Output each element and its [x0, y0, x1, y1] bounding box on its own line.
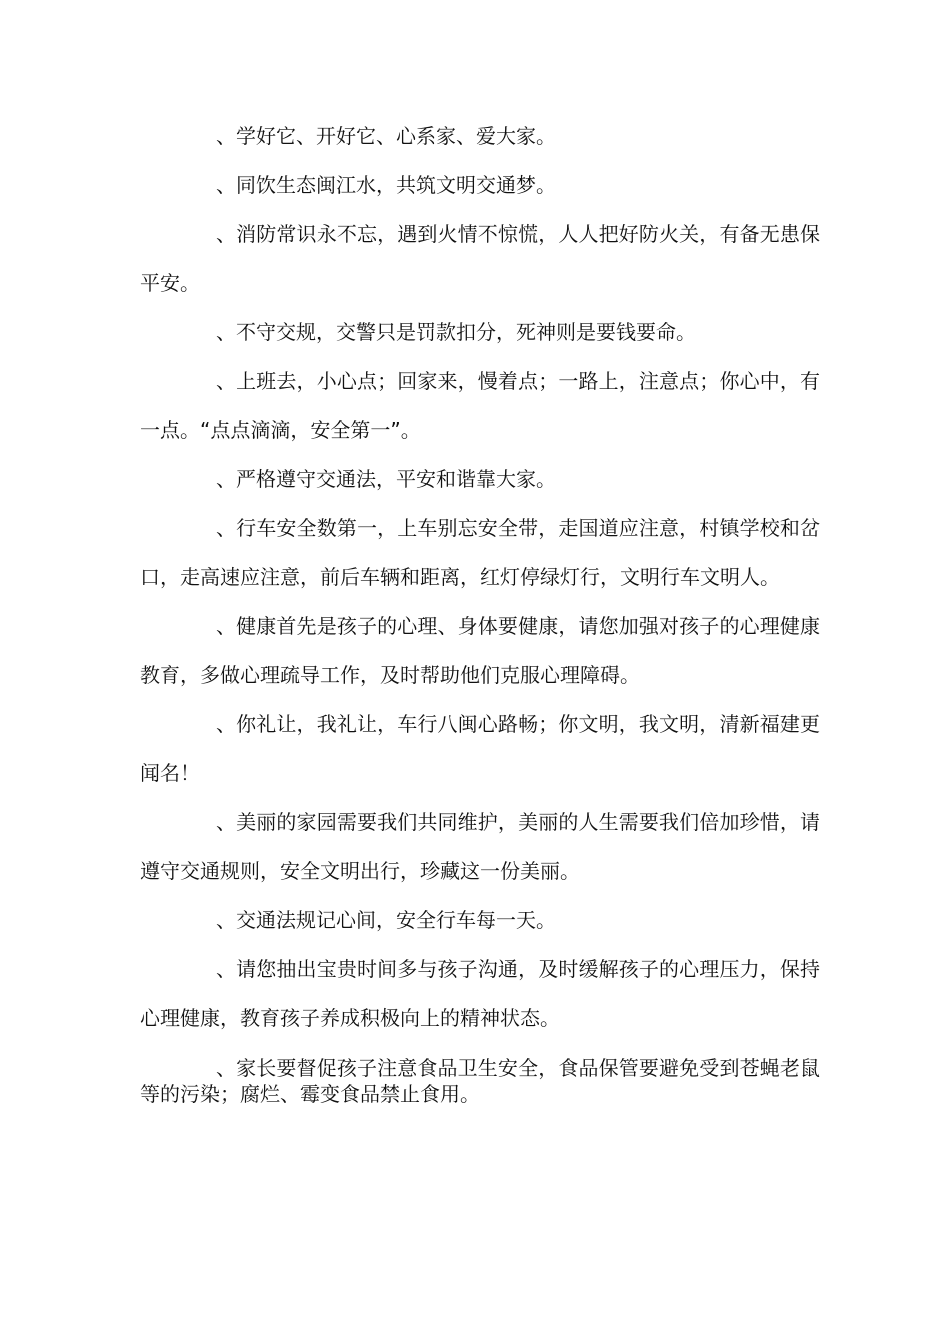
- paragraph-5: 、上班去，小心点；回家来，慢着点；一路上，注意点；你心中，有一点。“点点滴滴，安全第一”。: [140, 369, 820, 442]
- paragraph-4: 、不守交规，交警只是罚款扣分，死神则是要钱要命。: [216, 320, 696, 344]
- paragraph-6: 、严格遵守交通法，平安和谐靠大家。: [216, 467, 556, 491]
- paragraph-3: 、消防常识永不忘，遇到火情不惊慌，人人把好防火关，有备无患保平安。: [140, 222, 820, 295]
- document-body: [140, 112, 820, 1107]
- paragraph-9: 、你礼让，我礼让，车行八闽心路畅；你文明，我文明，清新福建更闻名！: [140, 712, 820, 785]
- paragraph-2: 、同饮生态闽江水，共筑文明交通梦。: [216, 173, 556, 197]
- paragraph-11: 、交通法规记心间，安全行车每一天。: [216, 908, 556, 932]
- paragraph-10: 、美丽的家园需要我们共同维护，美丽的人生需要我们倍加珍惜，请遵守交通规则，安全文明出行，珍藏这一份美丽。: [140, 810, 820, 883]
- paragraph-12: 、请您抽出宝贵时间多与孩子沟通，及时缓解孩子的心理压力，保持心理健康，教育孩子养成积极向上的精神状态。: [140, 957, 820, 1030]
- paragraph-8: 、健康首先是孩子的心理、身体要健康，请您加强对孩子的心理健康教育，多做心理疏导工作，及时帮助他们克服心理障碍。: [140, 614, 820, 687]
- paragraph-13: 、家长要督促孩子注意食品卫生安全，食品保管要避免受到苍蝇老鼠等的污染；腐烂、霉变食品禁止食用。: [140, 1056, 820, 1106]
- paragraph-7: 、行车安全数第一，上车别忘安全带，走国道应注意，村镇学校和岔口，走高速应注意，前后车辆和距离，红灯停绿灯行，文明行车文明人。: [140, 516, 820, 589]
- paragraph-1: 、学好它、开好它、心系家、爱大家。: [216, 124, 556, 148]
